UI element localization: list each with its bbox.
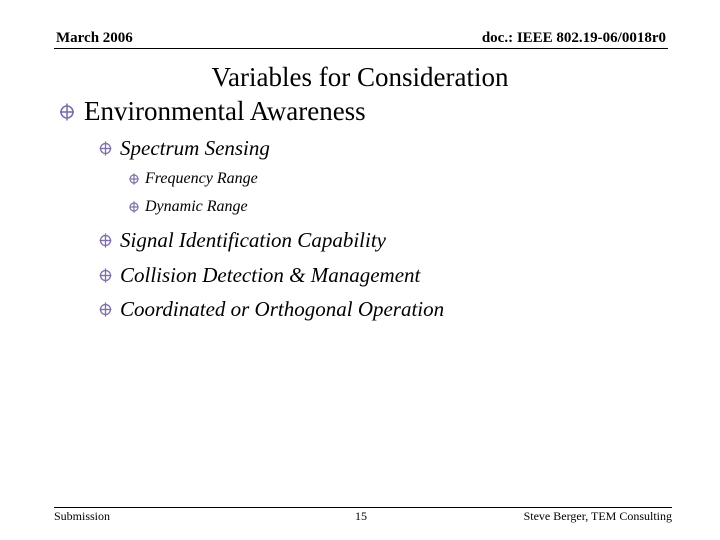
slide-title: Variables for Consideration — [211, 62, 509, 92]
bullet-text: Environmental Awareness — [84, 96, 366, 126]
bullet-frequency-range — [128, 170, 258, 188]
crosshair-bullet-icon — [58, 103, 76, 121]
bullet-text: Dynamic Range — [145, 198, 248, 215]
crosshair-bullet-icon — [98, 268, 113, 283]
crosshair-bullet-icon — [98, 233, 113, 248]
footer-divider — [54, 507, 672, 508]
header-date: March 2006 — [56, 30, 133, 46]
bullet-collision-detection — [98, 263, 420, 288]
bullet-dynamic-range — [128, 198, 248, 216]
header-divider — [54, 48, 668, 49]
bullet-text: Coordinated or Orthogonal Operation — [120, 297, 445, 321]
footer-page-number: 15 — [355, 509, 367, 523]
bullet-text: Collision Detection & Management — [120, 263, 421, 287]
bullet-signal-identification — [98, 228, 386, 253]
bullet-spectrum-sensing — [98, 136, 270, 161]
crosshair-bullet-icon — [128, 201, 140, 213]
footer-author: Steve Berger, TEM Consulting — [523, 509, 672, 523]
bullet-text: Signal Identification Capability — [120, 228, 386, 252]
header-doc-id: doc.: IEEE 802.19-06/0018r0 — [481, 30, 666, 46]
footer-submission: Submission — [54, 509, 111, 523]
crosshair-bullet-icon — [98, 302, 113, 317]
bullet-coordinated-operation — [98, 297, 444, 322]
crosshair-bullet-icon — [98, 141, 113, 156]
bullet-text: Spectrum Sensing — [120, 136, 270, 160]
crosshair-bullet-icon — [128, 173, 140, 185]
bullet-text: Frequency Range — [145, 170, 258, 187]
bullet-environmental-awareness — [58, 96, 366, 127]
